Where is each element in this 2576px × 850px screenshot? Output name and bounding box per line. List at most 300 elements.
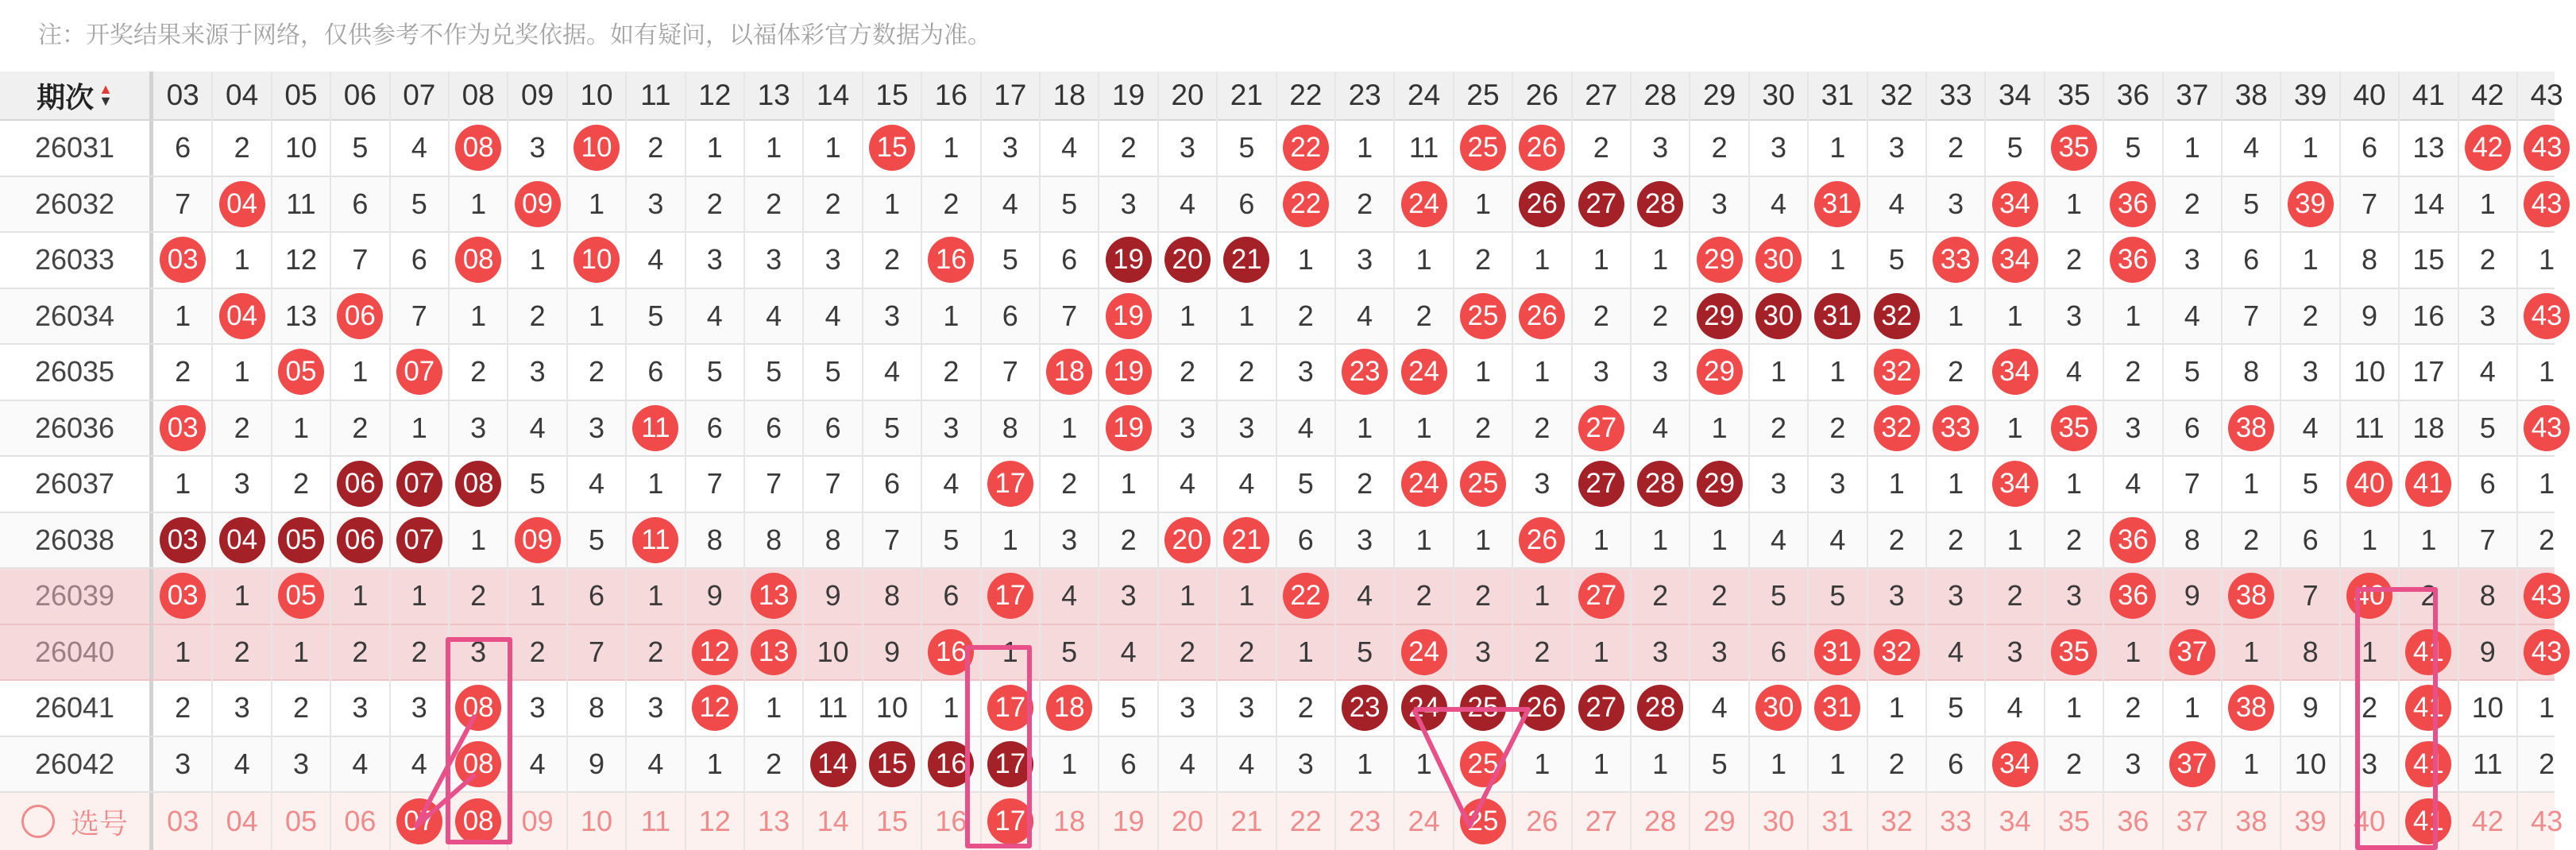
trend-cell <box>1867 681 1926 736</box>
miss-count: 8 <box>1002 411 1018 444</box>
miss-count: 4 <box>1179 187 1195 220</box>
drawn-number-ball: 22 <box>1283 573 1329 619</box>
trend-cell <box>2399 121 2458 176</box>
trend-cell <box>1512 569 1571 624</box>
trend-cell <box>2222 513 2281 568</box>
trend-cell <box>744 457 803 512</box>
trend-cell <box>1040 681 1099 736</box>
select-number-button[interactable] <box>2340 793 2399 850</box>
trend-cell <box>567 513 626 568</box>
select-number-button[interactable] <box>330 793 389 850</box>
drawn-number-ball: 37 <box>2169 741 2215 787</box>
drawn-number-ball: 38 <box>2228 405 2274 451</box>
select-number[interactable]: 19 <box>1112 805 1145 837</box>
select-number-button[interactable] <box>508 793 566 850</box>
drawn-number-ball: 08 <box>455 125 501 171</box>
trend-cell <box>1808 289 1867 344</box>
trend-cell <box>330 401 389 456</box>
trend-cell <box>272 401 330 456</box>
trend-cell <box>803 569 862 624</box>
select-number-button[interactable] <box>981 793 1040 850</box>
select-number[interactable]: 27 <box>1585 805 1617 837</box>
trend-cell <box>2517 289 2576 344</box>
trend-cell <box>1454 625 1512 680</box>
trend-cell <box>686 569 744 624</box>
trend-cell <box>1217 737 1276 792</box>
trend-cell <box>2399 177 2458 232</box>
trend-cell <box>567 177 626 232</box>
drawn-number-ball: 32 <box>1874 629 1920 675</box>
select-number-button[interactable] <box>1985 793 2044 850</box>
miss-count: 5 <box>883 411 900 444</box>
select-number[interactable]: 24 <box>1408 805 1440 837</box>
miss-count: 1 <box>943 299 960 332</box>
trend-cell <box>567 737 626 792</box>
select-number-button[interactable] <box>1394 793 1453 850</box>
trend-cell <box>153 457 212 512</box>
select-number-button[interactable] <box>1276 793 1335 850</box>
miss-count: 2 <box>1120 131 1137 164</box>
select-number-button[interactable] <box>744 793 803 850</box>
select-number[interactable]: 28 <box>1644 805 1677 837</box>
miss-count: 7 <box>588 635 604 668</box>
trend-cell <box>686 401 744 456</box>
miss-count: 4 <box>1179 467 1195 500</box>
select-number[interactable]: 10 <box>580 805 613 837</box>
select-number-button[interactable] <box>153 793 212 850</box>
trend-cell <box>981 401 1040 456</box>
trend-cell <box>508 177 566 232</box>
miss-count: 3 <box>1120 187 1137 220</box>
select-number[interactable]: 09 <box>521 805 554 837</box>
select-number[interactable]: 05 <box>284 805 318 837</box>
trend-cell <box>567 625 626 680</box>
drawn-number-ball: 41 <box>2405 629 2451 675</box>
select-number-button[interactable] <box>2045 793 2103 850</box>
trend-cell <box>2517 569 2576 624</box>
trend-cell <box>1926 121 1985 176</box>
miss-count: 1 <box>1770 747 1786 780</box>
consecutive-number-ball: 27 <box>1578 685 1624 731</box>
select-number-button[interactable] <box>1512 793 1571 850</box>
miss-count: 3 <box>2361 747 2377 780</box>
miss-count: 1 <box>1948 467 1964 500</box>
trend-cell <box>567 121 626 176</box>
trend-cell <box>508 457 566 512</box>
trend-cell <box>449 345 508 400</box>
trend-cell <box>153 625 212 680</box>
drawn-number-ball: 25 <box>1460 293 1506 339</box>
table-row <box>0 457 2555 513</box>
miss-count: 1 <box>529 579 546 612</box>
select-number[interactable]: 40 <box>2353 805 2386 837</box>
miss-count: 2 <box>234 411 250 444</box>
miss-count: 3 <box>175 747 191 780</box>
miss-count: 3 <box>1238 411 1255 444</box>
selected-number-ball[interactable]: 07 <box>396 798 442 844</box>
trend-cell <box>449 121 508 176</box>
select-number[interactable]: 29 <box>1703 805 1736 837</box>
trend-cell <box>1572 625 1631 680</box>
select-number[interactable]: 21 <box>1230 805 1263 837</box>
select-number-button[interactable] <box>2103 793 2162 850</box>
select-number[interactable]: 43 <box>2531 805 2563 837</box>
trend-cell <box>1276 681 1335 736</box>
miss-count: 12 <box>284 243 318 276</box>
select-number-button[interactable] <box>1335 793 1394 850</box>
select-number[interactable]: 38 <box>2235 805 2268 837</box>
select-number[interactable]: 04 <box>226 805 258 837</box>
trend-cell <box>1040 401 1099 456</box>
trend-cell <box>981 289 1040 344</box>
miss-count: 3 <box>706 243 723 276</box>
select-number[interactable]: 26 <box>1526 805 1558 837</box>
trend-cell <box>1512 625 1571 680</box>
select-number-button[interactable] <box>1926 793 1985 850</box>
miss-count: 1 <box>1415 747 1432 780</box>
trend-cell <box>508 681 566 736</box>
select-number[interactable]: 13 <box>758 805 790 837</box>
select-number[interactable]: 11 <box>640 805 671 837</box>
miss-count: 10 <box>817 635 849 668</box>
miss-count: 2 <box>2243 523 2260 556</box>
miss-count: 2 <box>588 355 604 388</box>
select-number[interactable]: 37 <box>2176 805 2208 837</box>
select-number[interactable]: 18 <box>1053 805 1086 837</box>
trend-cell <box>1808 401 1867 456</box>
miss-count: 6 <box>706 411 723 444</box>
trend-cell <box>212 681 271 736</box>
trend-cell <box>2281 177 2339 232</box>
trend-cell <box>921 401 980 456</box>
select-number-button[interactable] <box>2458 793 2517 850</box>
trend-cell <box>153 233 212 288</box>
miss-count: 5 <box>766 355 782 388</box>
trend-cell <box>1099 457 1157 512</box>
miss-count: 8 <box>2479 579 2496 612</box>
miss-count: 1 <box>470 187 487 220</box>
sort-arrows-icon[interactable]: ▲ ▼ <box>98 81 113 109</box>
drawn-number-ball: 17 <box>987 685 1033 731</box>
select-number-button[interactable] <box>390 793 449 850</box>
trend-cell <box>803 345 862 400</box>
trend-cell <box>2340 401 2399 456</box>
trend-cell <box>212 289 271 344</box>
select-number[interactable]: 33 <box>1940 805 1972 837</box>
column-header-06: 06 <box>343 79 377 111</box>
miss-count: 1 <box>1534 355 1551 388</box>
miss-count: 4 <box>1357 299 1373 332</box>
miss-count: 1 <box>706 131 723 164</box>
select-number[interactable]: 32 <box>1880 805 1913 837</box>
miss-count: 3 <box>883 299 900 332</box>
trend-cell <box>567 457 626 512</box>
miss-count: 1 <box>1534 579 1551 612</box>
trend-cell <box>863 289 921 344</box>
trend-cell <box>981 569 1040 624</box>
column-header-18: 18 <box>1052 79 1086 111</box>
trend-cell <box>2517 625 2576 680</box>
miss-count: 3 <box>529 691 546 724</box>
select-number-button[interactable] <box>1099 793 1157 850</box>
period-number: 26039 <box>0 569 153 624</box>
column-header-17: 17 <box>994 79 1027 111</box>
select-number-button[interactable] <box>212 793 271 850</box>
select-number[interactable]: 12 <box>698 805 731 837</box>
column-header-22: 22 <box>1289 79 1323 111</box>
miss-count: 3 <box>1770 131 1786 164</box>
drawn-number-ball: 35 <box>2051 125 2097 171</box>
trend-cell <box>2517 681 2576 736</box>
miss-count: 5 <box>2006 131 2023 164</box>
trend-cell <box>330 457 389 512</box>
select-number[interactable]: 23 <box>1349 805 1381 837</box>
column-header-32: 32 <box>1880 79 1914 111</box>
trend-cell <box>1158 625 1217 680</box>
miss-count: 1 <box>1888 691 1905 724</box>
select-number[interactable]: 20 <box>1171 805 1204 837</box>
miss-count: 1 <box>2539 355 2555 388</box>
column-header-08: 08 <box>462 79 495 111</box>
trend-cell <box>2103 345 2162 400</box>
drawn-number-ball: 05 <box>278 349 324 395</box>
drawn-number-ball: 09 <box>515 181 561 227</box>
select-number-button[interactable] <box>1631 793 1690 850</box>
select-number[interactable]: 16 <box>935 805 967 837</box>
select-number-button[interactable] <box>1572 793 1631 850</box>
trend-cell <box>981 177 1040 232</box>
select-number-button[interactable] <box>2222 793 2281 850</box>
trend-cell <box>2103 625 2162 680</box>
column-header-09: 09 <box>521 79 554 111</box>
header-row <box>0 71 2563 121</box>
trend-cell <box>1454 737 1512 792</box>
select-number-button[interactable] <box>1040 793 1099 850</box>
miss-count: 7 <box>2243 299 2260 332</box>
consecutive-number-ball: 04 <box>219 517 265 563</box>
select-number-button[interactable] <box>921 793 980 850</box>
trend-cell <box>2281 345 2339 400</box>
miss-count: 1 <box>1534 243 1551 276</box>
select-number-button[interactable] <box>1867 793 1926 850</box>
miss-count: 2 <box>1948 131 1964 164</box>
miss-count: 2 <box>2539 523 2555 556</box>
select-number-button[interactable] <box>2281 793 2339 850</box>
select-number[interactable]: 35 <box>2057 805 2091 837</box>
select-number[interactable]: 39 <box>2294 805 2327 837</box>
trend-cell <box>1926 625 1985 680</box>
drawn-number-ball: 36 <box>2110 517 2156 563</box>
selected-number-ball[interactable]: 08 <box>455 798 501 844</box>
trend-cell <box>1276 457 1335 512</box>
trend-cell <box>153 345 212 400</box>
miss-count: 1 <box>1888 467 1905 500</box>
select-number-button[interactable] <box>803 793 862 850</box>
trend-cell <box>567 569 626 624</box>
period-number: 26036 <box>0 401 153 456</box>
miss-count: 4 <box>647 747 664 780</box>
column-header-14: 14 <box>817 79 850 111</box>
miss-count: 4 <box>766 299 782 332</box>
select-number[interactable]: 34 <box>1999 805 2031 837</box>
trend-cell <box>1276 737 1335 792</box>
miss-count: 3 <box>588 411 604 444</box>
drawn-number-ball: 18 <box>1046 685 1092 731</box>
select-number[interactable]: 31 <box>1821 805 1854 837</box>
trend-cell <box>1276 345 1335 400</box>
trend-cell <box>272 569 330 624</box>
trend-cell <box>1926 345 1985 400</box>
select-number-button[interactable] <box>863 793 921 850</box>
trend-cell <box>981 681 1040 736</box>
trend-cell <box>2458 681 2517 736</box>
drawn-number-ball: 35 <box>2051 629 2097 675</box>
trend-cell <box>1867 121 1926 176</box>
column-header-24: 24 <box>1408 79 1441 111</box>
drawn-number-ball: 38 <box>2228 573 2274 619</box>
radio-circle-icon[interactable] <box>21 805 55 838</box>
select-number[interactable]: 36 <box>2117 805 2149 837</box>
consecutive-number-ball: 31 <box>1814 293 1860 339</box>
drawn-number-ball: 34 <box>1992 461 2038 507</box>
consecutive-number-ball: 28 <box>1637 181 1683 227</box>
miss-count: 3 <box>1238 691 1255 724</box>
miss-count: 3 <box>470 411 487 444</box>
trend-cell <box>330 513 389 568</box>
miss-count: 1 <box>706 747 723 780</box>
miss-count: 1 <box>2539 243 2555 276</box>
select-number-button[interactable] <box>1690 793 1748 850</box>
miss-count: 17 <box>2412 355 2445 388</box>
select-number-button[interactable] <box>626 793 685 850</box>
trend-cell <box>2517 457 2576 512</box>
select-number-button[interactable] <box>1217 793 1276 850</box>
trend-cell <box>1099 513 1157 568</box>
trend-cell <box>2103 289 2162 344</box>
trend-cell <box>1690 569 1748 624</box>
miss-count: 3 <box>2125 411 2142 444</box>
trend-cell <box>1099 177 1157 232</box>
consecutive-number-ball: 06 <box>337 517 383 563</box>
disclaimer-note: 注：开奖结果来源于网络，仅供参考不作为兑奖依据。如有疑问，以福体彩官方数据为准。 <box>38 22 991 48</box>
miss-count: 2 <box>470 579 487 612</box>
select-label[interactable] <box>0 793 153 850</box>
column-header-04: 04 <box>226 79 259 111</box>
trend-cell <box>2458 737 2517 792</box>
trend-cell <box>2222 289 2281 344</box>
select-number-button[interactable] <box>2517 793 2576 850</box>
trend-cell <box>1335 569 1394 624</box>
select-number[interactable]: 14 <box>817 805 849 837</box>
trend-cell <box>449 737 508 792</box>
miss-count: 5 <box>825 355 841 388</box>
trend-cell <box>272 345 330 400</box>
trend-cell <box>2045 345 2103 400</box>
trend-cell <box>863 233 921 288</box>
trend-cell <box>2163 289 2222 344</box>
trend-cell <box>1217 401 1276 456</box>
select-number-button[interactable] <box>272 793 330 850</box>
trend-cell <box>1867 401 1926 456</box>
miss-count: 11 <box>817 691 848 724</box>
trend-cell <box>2399 457 2458 512</box>
trend-cell <box>2340 289 2399 344</box>
drawn-number-ball: 35 <box>2051 405 2097 451</box>
column-header-10: 10 <box>580 79 613 111</box>
trend-cell <box>390 737 449 792</box>
select-number-button[interactable] <box>2399 793 2458 850</box>
trend-cell <box>449 289 508 344</box>
miss-count: 3 <box>1179 411 1195 444</box>
trend-cell <box>1690 345 1748 400</box>
select-number-button[interactable] <box>1749 793 1808 850</box>
select-number-button[interactable] <box>1454 793 1512 850</box>
miss-count: 4 <box>1652 411 1669 444</box>
select-number[interactable]: 15 <box>875 805 909 837</box>
select-number-button[interactable] <box>449 793 508 850</box>
miss-count: 1 <box>2243 635 2260 668</box>
trend-cell <box>921 345 980 400</box>
selected-number-ball[interactable]: 25 <box>1460 798 1506 844</box>
trend-cell <box>1985 289 2044 344</box>
table-row <box>0 569 2562 625</box>
miss-count: 8 <box>766 523 782 556</box>
miss-count: 1 <box>352 579 369 612</box>
miss-count: 6 <box>1770 635 1786 668</box>
miss-count: 5 <box>352 131 369 164</box>
miss-count: 3 <box>2065 299 2082 332</box>
selected-number-ball[interactable]: 17 <box>987 798 1033 844</box>
miss-count: 10 <box>875 691 909 724</box>
miss-count: 1 <box>647 467 664 500</box>
miss-count: 5 <box>588 523 604 556</box>
select-number-button[interactable] <box>686 793 744 850</box>
trend-cell <box>744 233 803 288</box>
miss-count: 2 <box>529 299 546 332</box>
miss-count: 4 <box>1061 579 1078 612</box>
select-number[interactable]: 30 <box>1762 805 1795 837</box>
select-number[interactable]: 06 <box>344 805 377 837</box>
trend-cell <box>1454 681 1512 736</box>
trend-cell <box>1985 233 2044 288</box>
select-number-button[interactable] <box>567 793 626 850</box>
trend-cell <box>803 121 862 176</box>
miss-count: 9 <box>2184 579 2200 612</box>
drawn-number-ball: 25 <box>1460 125 1506 171</box>
select-number[interactable]: 03 <box>167 805 199 837</box>
consecutive-number-ball: 17 <box>987 741 1033 787</box>
select-number-button[interactable] <box>1808 793 1867 850</box>
select-number[interactable]: 42 <box>2471 805 2504 837</box>
selected-number-ball[interactable]: 41 <box>2405 798 2451 844</box>
trend-cell <box>508 513 566 568</box>
select-number-button[interactable] <box>2163 793 2222 850</box>
select-number[interactable]: 22 <box>1289 805 1322 837</box>
period-sort-header[interactable] <box>0 71 153 119</box>
miss-count: 1 <box>1948 299 1964 332</box>
miss-count: 4 <box>2006 691 2023 724</box>
miss-count: 3 <box>234 691 250 724</box>
miss-count: 5 <box>2479 411 2496 444</box>
trend-cell <box>2281 121 2339 176</box>
miss-count: 6 <box>766 411 782 444</box>
trend-cell <box>1808 177 1867 232</box>
miss-count: 2 <box>1474 411 1491 444</box>
miss-count: 9 <box>883 635 900 668</box>
select-number-button[interactable] <box>1158 793 1217 850</box>
trend-cell <box>1985 625 2044 680</box>
trend-cell <box>1040 345 1099 400</box>
